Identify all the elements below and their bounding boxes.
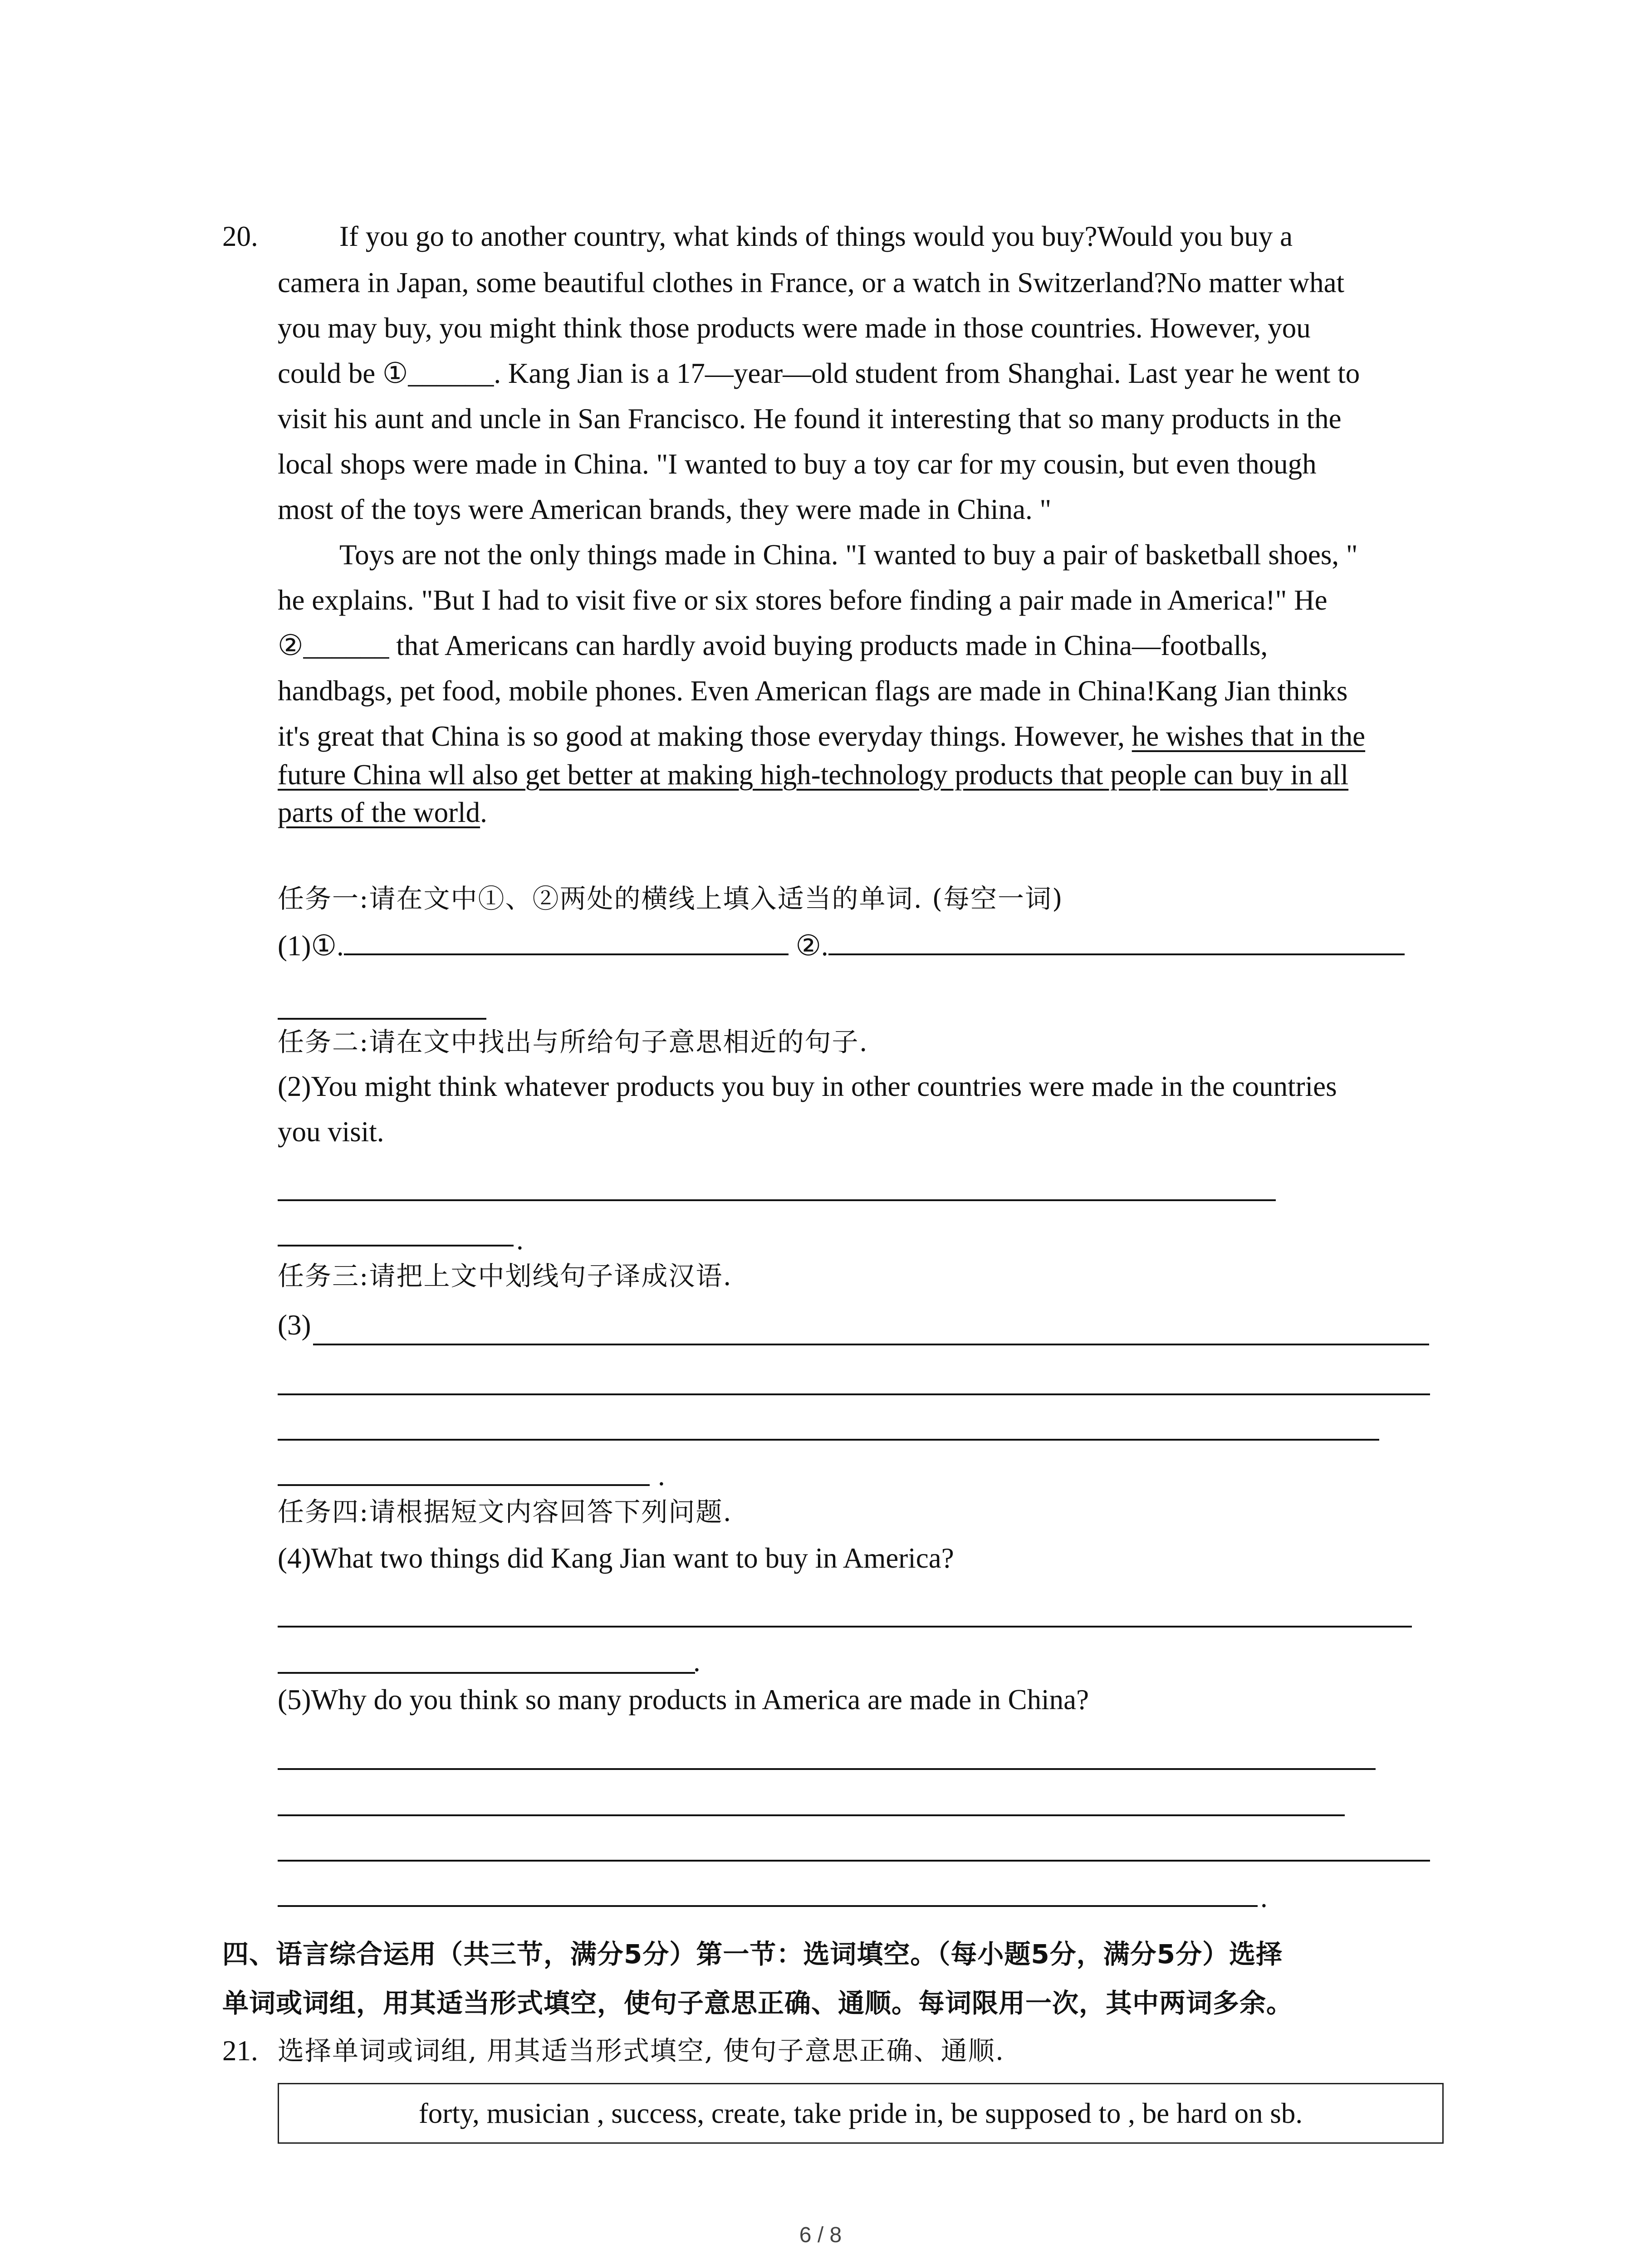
passage-line: you may buy, you might think those products were made in those countries. However, you (278, 312, 1311, 344)
answer-line[interactable] (278, 1860, 1430, 1862)
passage-line-underlined-end: parts of the world. (278, 797, 487, 828)
question-number-21: 21. (222, 2035, 258, 2067)
answer-blank-2-continued[interactable] (278, 1018, 486, 1020)
task-3-question: (3) (278, 1309, 311, 1341)
underlined-sentence-part: parts of the world (278, 797, 480, 828)
answer-line[interactable] (278, 1484, 650, 1486)
task-1-instruction: 任务一:请在文中①、②两处的横线上填入适当的单词. (每空一词) (278, 883, 1063, 914)
answer-period: . (693, 1646, 700, 1677)
answer-line[interactable] (278, 1199, 1276, 1201)
answer-line[interactable] (278, 1439, 1379, 1441)
answer-blank-1[interactable] (344, 925, 789, 955)
answer-line[interactable] (278, 1768, 1376, 1770)
question-21-instruction: 选择单词或词组, 用其适当形式填空, 使句子意思正确、通顺. (278, 2035, 1005, 2066)
passage-line: handbags, pet food, mobile phones. Even American flags are made in China!Kang Jian thinks (278, 675, 1348, 707)
answer-line[interactable] (278, 1393, 1430, 1395)
task-2-question: (2)You might think whatever products you buy in other countries were made in the countries (278, 1070, 1337, 1102)
passage-line: visit his aunt and uncle in San Francisco. He found it interesting that so many products in the (278, 403, 1342, 435)
task-1-question: (1)①. ②. (278, 925, 1439, 965)
task-2-question: you visit. (278, 1116, 384, 1148)
passage-line: local shops were made in China. "I wanted to buy a toy car for my cousin, but even though (278, 448, 1317, 480)
page-number: 6 / 8 (799, 2223, 842, 2247)
answer-line[interactable] (313, 1344, 1429, 1345)
passage-line: he explains. "But I had to visit five or six stores before finding a pair made in America!" He (278, 584, 1327, 616)
answer-line[interactable] (278, 1626, 1412, 1628)
word-bank-box (278, 2083, 1444, 2144)
section-4-heading: 单词或词组，用其适当形式填空，使句子意思正确、通顺。每词限用一次，其中两词多余。 (222, 1988, 1293, 2019)
answer-line[interactable] (278, 1672, 695, 1674)
underlined-sentence-part: he wishes that in the (1132, 720, 1366, 752)
passage-line: Toys are not the only things made in China. "I wanted to buy a pair of basketball shoes, " (339, 539, 1358, 571)
passage-line: camera in Japan, some beautiful clothes in France, or a watch in Switzerland?No matter what (278, 267, 1345, 298)
passage-line: could be ①______. Kang Jian is a 17—year—old student from Shanghai. Last year he went to (278, 357, 1360, 389)
passage-line: If you go to another country, what kinds of things would you buy?Would you buy a (339, 220, 1293, 252)
task-4-question-4: (4)What two things did Kang Jian want to buy in America? (278, 1542, 954, 1574)
answer-period: . (658, 1460, 665, 1491)
answer-blank-2[interactable] (828, 925, 1405, 955)
passage-line: ②______ that Americans can hardly avoid buying products made in China—footballs, (278, 630, 1268, 661)
answer-period: . (516, 1224, 524, 1256)
passage-line: most of the toys were American brands, they were made in China. " (278, 494, 1052, 525)
answer-period: . (1260, 1882, 1268, 1913)
answer-line[interactable] (278, 1814, 1345, 1816)
answer-line[interactable] (278, 1905, 1258, 1907)
task-3-instruction: 任务三:请把上文中划线句子译成汉语. (278, 1261, 732, 1291)
section-4-heading: 四、语言综合运用（共三节，满分5分）第一节：选词填空。（每小题5分，满分5分）选择 (222, 1939, 1283, 1970)
task-4-question-5: (5)Why do you think so many products in America are made in China? (278, 1684, 1089, 1716)
task-4-instruction: 任务四:请根据短文内容回答下列问题. (278, 1496, 732, 1527)
passage-line-underlined-start: it's great that China is so good at making those everyday things. However, he wishes that in the (278, 720, 1366, 752)
task-2-instruction: 任务二:请在文中找出与所给句子意思相近的句子. (278, 1026, 868, 1057)
passage-line-underlined (278, 755, 1439, 794)
question-number-20: 20. (222, 220, 258, 252)
underlined-sentence-part: future China wll also get better at making high-technology products that people can buy in all (278, 759, 1349, 791)
word-bank-text: forty, musician , success, create, take pride in, be supposed to , be hard on sb. (418, 2097, 1303, 2129)
answer-line[interactable] (278, 1245, 514, 1246)
